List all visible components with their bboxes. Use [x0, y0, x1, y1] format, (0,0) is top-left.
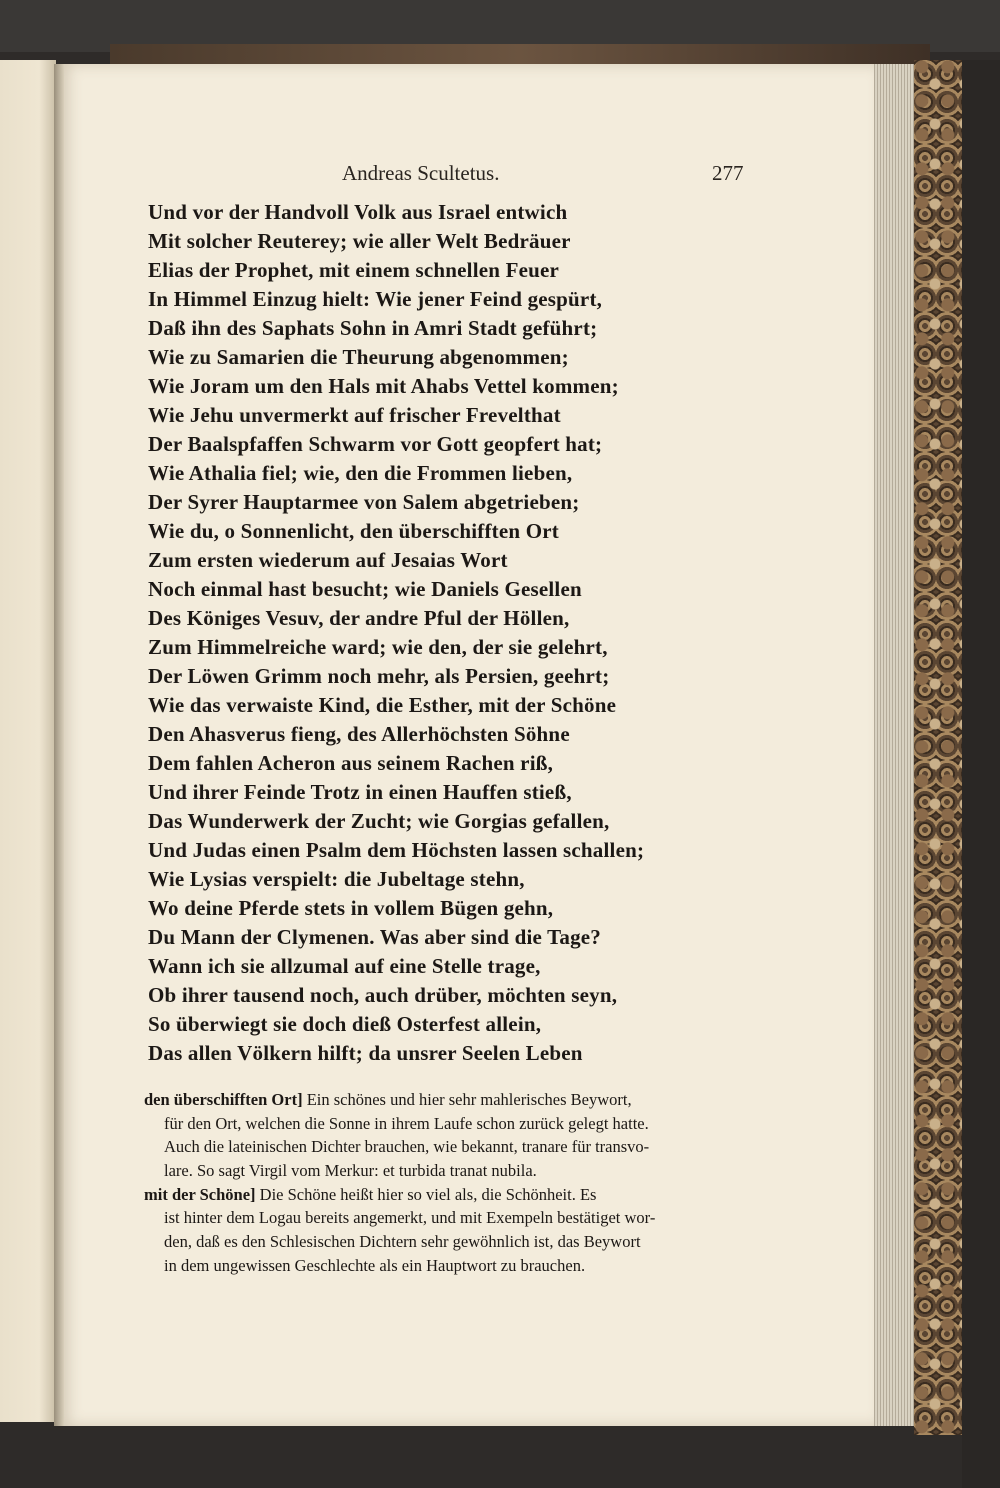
footnote-text: ist hinter dem Logau bereits angemerkt, und mit Exempeln bestätiget wor- [164, 1208, 656, 1228]
verse-line: Wie du, o Sonnenlicht, den überschifften Ort [148, 519, 559, 543]
verse-line: Du Mann der Clymenen. Was aber sind die Tage? [148, 925, 602, 949]
verse-line: Der Löwen Grimm noch mehr, als Persien, geehrt; [148, 664, 610, 688]
verse-line: Wo deine Pferde stets in vollem Bügen gehn, [148, 896, 554, 920]
verse-line: So überwiegt sie doch dieß Osterfest allein, [148, 1012, 542, 1036]
footnote-lemma: mit der Schöne] [144, 1184, 256, 1204]
verse-line: Elias der Prophet, mit einem schnellen Feuer [148, 258, 560, 282]
verse-line: Wie Joram um den Hals mit Ahabs Vettel kommen; [148, 374, 619, 398]
verse-line: In Himmel Einzug hielt: Wie jener Feind gespürt, [148, 287, 603, 311]
footnote-text: Ein schönes und hier sehr mahlerisches Beywort, [306, 1090, 632, 1109]
footnote-line [144, 1183, 824, 1207]
poem-text [148, 198, 788, 1068]
verse-line: Und ihrer Feinde Trotz in einen Hauffen stieß, [148, 780, 572, 804]
footnote-line [144, 1112, 824, 1136]
gutter-shadow [54, 64, 64, 1426]
footnotes [144, 1088, 824, 1278]
verse-line: Daß ihn des Saphats Sohn in Amri Stadt geführt; [148, 316, 598, 340]
footnote-line [144, 1206, 824, 1230]
footnote-text: Die Schöne heißt hier so viel als, die Schönheit. Es [259, 1184, 597, 1204]
footnote-line [144, 1088, 824, 1112]
page-number: 277 [712, 161, 744, 185]
verse-line: Noch einmal hast besucht; wie Daniels Gesellen [148, 577, 582, 601]
verse-line: Wie Athalia fiel; wie, den die Frommen lieben, [148, 461, 573, 485]
verse-line: Wie das verwaiste Kind, die Esther, mit der Schöne [148, 693, 617, 717]
footnote-text: den, daß es den Schlesischen Dichtern sehr gewöhnlich ist, das Beywort [164, 1232, 641, 1252]
footnote-text: lare. So sagt Virgil vom Merkur: et turbida tranat nubila. [164, 1161, 537, 1181]
footnote-text: in dem ungewissen Geschlechte als ein Hauptwort zu brauchen. [164, 1255, 586, 1275]
verse-line: Wie Lysias verspielt: die Jubeltage stehn, [148, 867, 525, 891]
verse-line: Wie Jehu unvermerkt auf frischer Frevelthat [148, 403, 561, 427]
verse-line: Ob ihrer tausend noch, auch drüber, möchten seyn, [148, 983, 618, 1007]
scan-background-right [962, 60, 1000, 1488]
footnote-lemma: den überschifften Ort] [144, 1090, 303, 1109]
verse-line: Zum ersten wiederum auf Jesaias Wort [148, 548, 508, 572]
footnote-line [144, 1254, 824, 1278]
verse-line: Der Syrer Hauptarmee von Salem abgetrieben; [148, 490, 580, 514]
verse-line: Zum Himmelreiche ward; wie den, der sie gelehrt, [148, 635, 608, 659]
verse-line: Wie zu Samarien die Theurung abgenommen; [148, 345, 569, 369]
verse-line: Das allen Völkern hilft; da unsrer Seelen Leben [148, 1041, 583, 1065]
footnote-line [144, 1159, 824, 1183]
footnote-line [144, 1230, 824, 1254]
marbled-cover [914, 60, 966, 1435]
left-page-edge [0, 60, 56, 1422]
page-edges [872, 64, 916, 1426]
footnote-text: Auch die lateinischen Dichter brauchen, wie bekannt, tranare für transvo- [164, 1137, 650, 1157]
verse-line: Und vor der Handvoll Volk aus Israel entwich [148, 200, 568, 224]
footnote-line [144, 1135, 824, 1159]
page-header [60, 158, 874, 188]
verse-line: Mit solcher Reuterey; wie aller Welt Bedräuer [148, 229, 571, 253]
verse-line: Das Wunderwerk der Zucht; wie Gorgias gefallen, [148, 809, 610, 833]
verse-line: Der Baalspfaffen Schwarm vor Gott geopfert hat; [148, 432, 603, 456]
verse-line: Den Ahasverus fieng, des Allerhöchsten Söhne [148, 722, 570, 746]
footnote-text: für den Ort, welchen die Sonne in ihrem Laufe schon zurück gelegt hatte. [164, 1113, 649, 1133]
verse-line: Dem fahlen Acheron aus seinem Rachen riß, [148, 751, 554, 775]
verse-line: Wann ich sie allzumal auf eine Stelle trage, [148, 954, 541, 978]
verse-line: Des Königes Vesuv, der andre Pful der Höllen, [148, 606, 570, 630]
running-title: Andreas Scultetus. [342, 161, 500, 185]
verse-line: Und Judas einen Psalm dem Höchsten lassen schallen; [148, 838, 645, 862]
book-page [60, 64, 874, 1426]
